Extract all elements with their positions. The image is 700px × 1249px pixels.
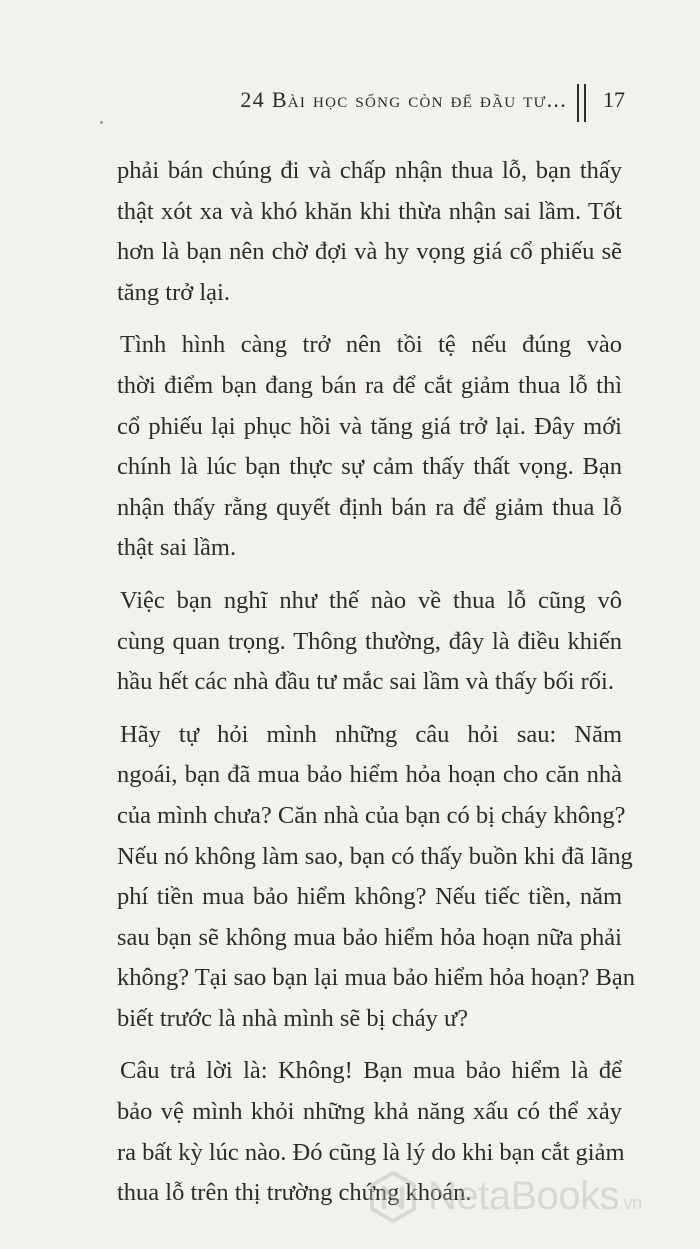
running-head-title: 24 Bài học sống còn để đầu tư... — [240, 87, 567, 112]
text-line: bảo vệ mình khỏi những khả năng xấu có thể xảy — [117, 1098, 622, 1126]
text-line: của mình chưa? Căn nhà của bạn có bị cháy không? — [117, 801, 626, 829]
text-line: sau bạn sẽ không mua bảo hiểm hỏa hoạn nữa phải — [117, 923, 622, 951]
text-line: Việc bạn nghĩ như thế nào về thua lỗ cũng vô — [120, 586, 622, 614]
watermark-brand: NetaBooks — [428, 1174, 620, 1218]
text-line: phí tiền mua bảo hiểm không? Nếu tiếc tiền, năm — [117, 883, 622, 911]
page-number: 17 — [603, 87, 625, 112]
text-line: nhận thấy rằng quyết định bán ra để giảm thua lỗ — [117, 493, 622, 521]
text-line: thời điểm bạn đang bán ra để cắt giảm thua lỗ thì — [117, 371, 622, 399]
text-line: thật xót xa và khó khăn khi thừa nhận sai lầm. Tốt — [117, 197, 622, 225]
hexagon-n-logo-icon — [366, 1170, 420, 1224]
text-line: tăng trở lại. — [117, 278, 230, 306]
text-line: cùng quan trọng. Thông thường, đây là điều khiến — [117, 627, 622, 655]
paragraph — [117, 151, 622, 313]
text-line: thật sai lầm. — [117, 534, 237, 562]
text-line: Câu trả lời là: Không! Bạn mua bảo hiểm là để — [120, 1057, 622, 1085]
text-line: Nếu nó không làm sao, bạn có thấy buồn khi đã lãng — [117, 842, 633, 870]
running-head-rule — [577, 84, 586, 122]
text-line: Hãy tự hỏi mình những câu hỏi sau: Năm — [120, 720, 622, 748]
text-line: biết trước là nhà mình sẽ bị cháy ư? — [117, 1004, 469, 1032]
watermark-text — [428, 1174, 642, 1219]
text-line: cổ phiếu lại phục hồi và tăng giá trở lại. Đây mới — [117, 412, 622, 440]
text-line: Tình hình càng trở nên tồi tệ nếu đúng vào — [120, 331, 622, 359]
text-line: hầu hết các nhà đầu tư mắc sai lầm và thấy bối rối. — [117, 668, 614, 696]
text-line: thua lỗ trên thị trường chứng khoán. — [117, 1179, 472, 1207]
text-line: không? Tại sao bạn lại mua bảo hiểm hỏa hoạn? Bạn — [117, 964, 635, 992]
text-line: chính là lúc bạn thực sự cảm thấy thất vọng. Bạn — [117, 453, 622, 481]
watermark — [366, 1170, 686, 1226]
text-line: ngoái, bạn đã mua bảo hiểm hỏa hoạn cho căn nhà — [117, 761, 622, 789]
text-line: ra bất kỳ lúc nào. Đó cũng là lý do khi bạn cắt giảm — [117, 1138, 625, 1166]
paragraph — [117, 715, 635, 1040]
paragraph — [117, 581, 622, 703]
text-line: phải bán chúng đi và chấp nhận thua lỗ, bạn thấy — [117, 157, 622, 184]
running-head — [0, 84, 700, 124]
text-line: hơn là bạn nên chờ đợi và hy vọng giá cổ phiếu sẽ — [117, 238, 622, 266]
paragraph — [117, 325, 622, 569]
watermark-suffix: .vn — [619, 1193, 642, 1213]
